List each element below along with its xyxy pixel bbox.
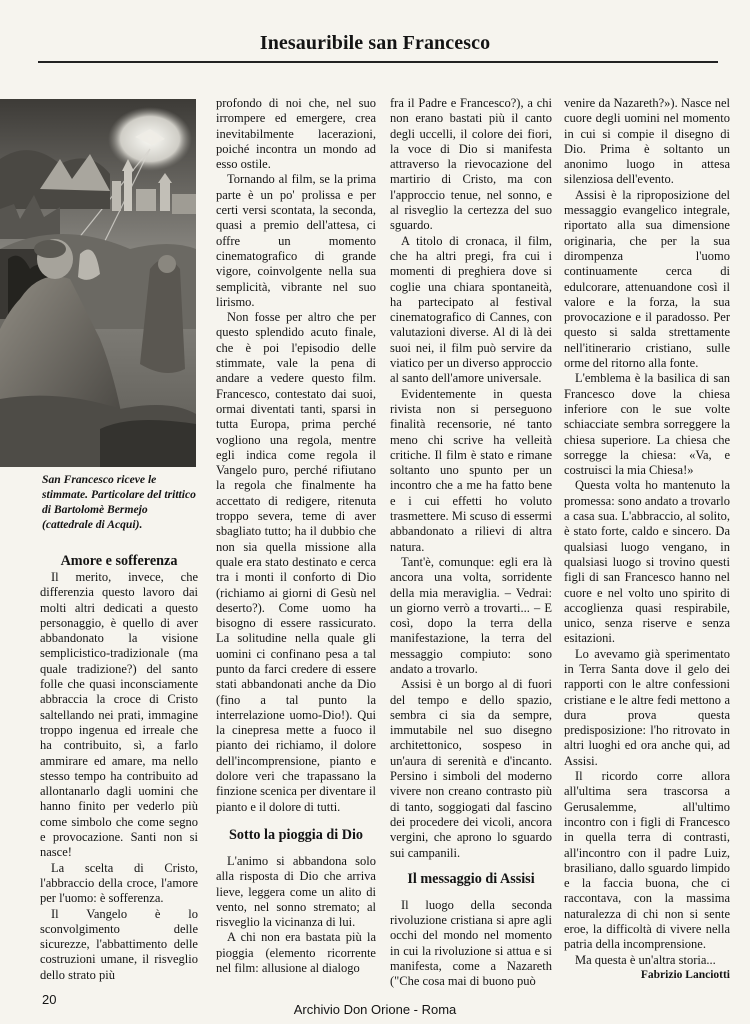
paragraph: Tornando al film, se la prima parte è un po' prolissa e per certi versi scontata, la seconda, quasi a premio dell'attesa, ci offre un momento cinematografico di grande vigore, coinvolgente nella sua semplicità, vibrante nel suo lirismo. (216, 172, 376, 309)
section-heading-pioggia: Sotto la pioggia di Dio (228, 826, 363, 843)
paragraph: L'animo si abbandona solo alla risposta di Dio che arriva lieve, leggera come un alito di vento, nel sonno stremato; al risveglio la vicinanza di lui. (216, 853, 376, 930)
column-2 (216, 96, 376, 976)
figure-caption: San Francesco riceve le stimmate. Particolare del trittico di Bartolomè Bermejo (cattedrale di Acqui). (42, 473, 196, 531)
header-rule (38, 61, 718, 63)
paragraph: Il luogo della seconda rivoluzione cristiana si apre agli occhi del mondo nel momento in cui la rivoluzione si attua e si manifesta, come a Nazareth ("Che cosa mai di buono può (390, 897, 552, 989)
paragraph: Questa volta ho mantenuto la promessa: sono andato a trovarlo a casa sua. L'abbraccio, al solito, è stato forte, caldo e sincero. Da qualsiasi luogo vengano, in qualsiasi luogo si trovino questi figli di san Francesco hanno nel cuore e nel volto uno spirito di accoglienza quasi respirabile, unico, senza riserve e senza esitazioni. (564, 478, 730, 646)
paragraph: Assisi è un borgo al di fuori del tempo e dello spazio, sembra ci sia da sempre, immutabile nel suo disegno architettonico, sospeso in un'aura di serenità e d'incanto. Persino i simboli del moderno vivere non creano contrasto più di tanto, soggiogati dal fascino dei procedere dei vicoli, ancora vergini, che aprono lo sguardo sui campanili. (390, 677, 552, 860)
paragraph: Il merito, invece, che differenzia questo lavoro dai molti altri dedicati a questo personaggio, è quello di aver abbandonato la visione semplicistico-tradizionale (ma quale tradizione?) del santo folle che quasi inconsciamente abbraccia la croce di Cristo saltellando nei prati, immagine troppo ingenua ed irreale che ha contribuito, sì, a farlo ammirare ed amare, ma nello stesso tempo ha contribuito ad allontanarlo dagli uomini che hanno finito per vederlo più come simbolo che come segno e provocazione. Santi non si nasce! (40, 570, 198, 860)
column-4 (564, 96, 730, 983)
archive-footer: Archivio Don Orione - Roma (293, 1002, 457, 1017)
closing-paragraph (564, 952, 730, 981)
column-1 (40, 553, 198, 983)
section-heading-assisi: Il messaggio di Assisi (407, 870, 535, 887)
paragraph: A titolo di cronaca, il film, che ha altri pregi, fra cui i momenti di preghiera dove si coglie una chiara spontaneità, ha partecipato al festival cinematografico di Cannes, con valutazioni diverse. Al di là dei suoi nei, il film può servire da viatico per un diverso approccio al santo dell'amore universale. (390, 233, 552, 386)
author-signature: Fabrizio Lanciotti (640, 968, 730, 981)
paragraph: fra il Padre e Francesco?), a chi non erano bastati più il canto degli uccelli, il colore dei fiori, la voce di Dio si manifesta attraverso la rievocazione del martirio di Cristo, ma con l'approccio tenue, nel sonno, e al risveglio la certezza del suo sguardo. (390, 96, 552, 233)
paragraph: Il Vangelo è lo sconvolgimento delle sicurezze, l'abbattimento delle costruzioni umane, il risveglio dello strato più (40, 906, 198, 982)
column-3 (390, 96, 552, 990)
paragraph: venire da Nazareth?»). Nasce nel cuore degli uomini nel momento in cui si compie il disegno di Dio. Prima è soltanto un anonimo luogo in attesa silenziosa dell'evento. (564, 96, 730, 187)
paragraph: La scelta di Cristo, l'abbraccio della croce, l'amore per l'uomo: è sofferenza. (40, 860, 198, 906)
paragraph: Assisi è la riproposizione del messaggio evangelico integrale, riportato alla sua dimensione originaria, che per la sua dirompenza l'uomo continuamente cerca di edulcorare, attenuandone così il valore e la forza, la sua provocazione e il paradosso. Per questo si salda strettamente nell'itinerario cristiano, sulle orme del ritorno alla fonte. (564, 187, 730, 371)
paragraph: Non fosse per altro che per questo splendido acuto finale, che è poi l'episodio delle stimmate, vale la pena di andare a vedere questo film. Francesco, contestato dai suoi, ormai diventati tanti, sparsi in tutta Europa, prima perché vogliono una regola, mentre egli indica come regola il Vangelo puro, perché rifiutano la regola che finalmente ha accettato di redigere, ritenuta troppo severa, teme di aver sbagliato tutto; ha il dubbio che non sia quella missione alla quale era stato destinato e cerca tra i monti il conforto di Dio (richiamo ai giorni di Gesù nel deserto?). Come uomo ha bisogno di essere rassicurato. La solitudine nella quale gli uomini ci confinano pesa a tal punto da farci credere di essere stati abbandonati anche da Dio (fino a tal punto la interrelazione uomo-Dio!). Qui la cinepresa mette a fuoco il pianto dei richiamo, il dolore dell'incomprensione, pianto e dolore veri che trapassano la finzione scenica per diventare il pianto e il dolore di tutti. (216, 310, 376, 814)
paragraph: Tant'è, comunque: egli era là ancora una volta, sorridente della mia meraviglia. – Vedrai: un giorno verrò a trovarti... – E così, dopo la terra della manifestazione, la terra del messaggio compiuto: sono andato a trovarlo. (390, 554, 552, 676)
closing-line: Ma questa è un'altra storia... (575, 952, 716, 967)
paragraph: Lo avevamo già sperimentato in Terra Santa dove il gelo dei rapporti con le altre confessioni cristiane e le altre fedi mettono a dura prova questa predisposizione: l'ho ritrovato in altri luoghi ed ora anche qui, ad Assisi. (564, 646, 730, 768)
paragraph: Evidentemente in questa rivista non si perseguono finalità recensorie, né tanto meno chi scrive ha velleità critiche. Il film è stato e rimane soltanto uno spunto per un incontro che a me ha fatto bene e i cui effetti ho voluto trasmettere. Mi scuso di essermi abbandonato a rilievi di altra natura. (390, 386, 552, 554)
stigmata-painting (0, 99, 196, 467)
paragraph: Il ricordo corre allora all'ultima sera trascorsa a Gerusalemme, all'ultimo incontro con i figli di Francesco in quella terra di contrasti, all'incontro con il padre Luiz, brasiliano, dallo sguardo limpido e la faccia buona, che ci raccontava, con la massima naturalezza di chi non si sente eroe, la difficoltà di vivere nella patria della incomprensione. (564, 769, 730, 952)
paragraph: L'emblema è la basilica di san Francesco dove la chiesa inferiore con le sue volte schiacciate sembra sorreggere la chiesa superiore. La chiesa che sorregge la chiesa: «Va, e costruisci la mia Chiesa!» (564, 371, 730, 478)
section-heading-amore: Amore e sofferenza (60, 553, 178, 569)
paragraph: A chi non era bastata più la pioggia (elemento ricorrente nel film: allusione al dialogo (216, 930, 376, 976)
page-number: 20 (42, 992, 57, 1007)
paragraph: profondo di noi che, nel suo irrompere ed emergere, crea inevitabilmente lacerazioni, poiché incontra un mondo ad esso ostile. (216, 96, 376, 172)
header-title: Inesauribile san Francesco (259, 32, 491, 54)
